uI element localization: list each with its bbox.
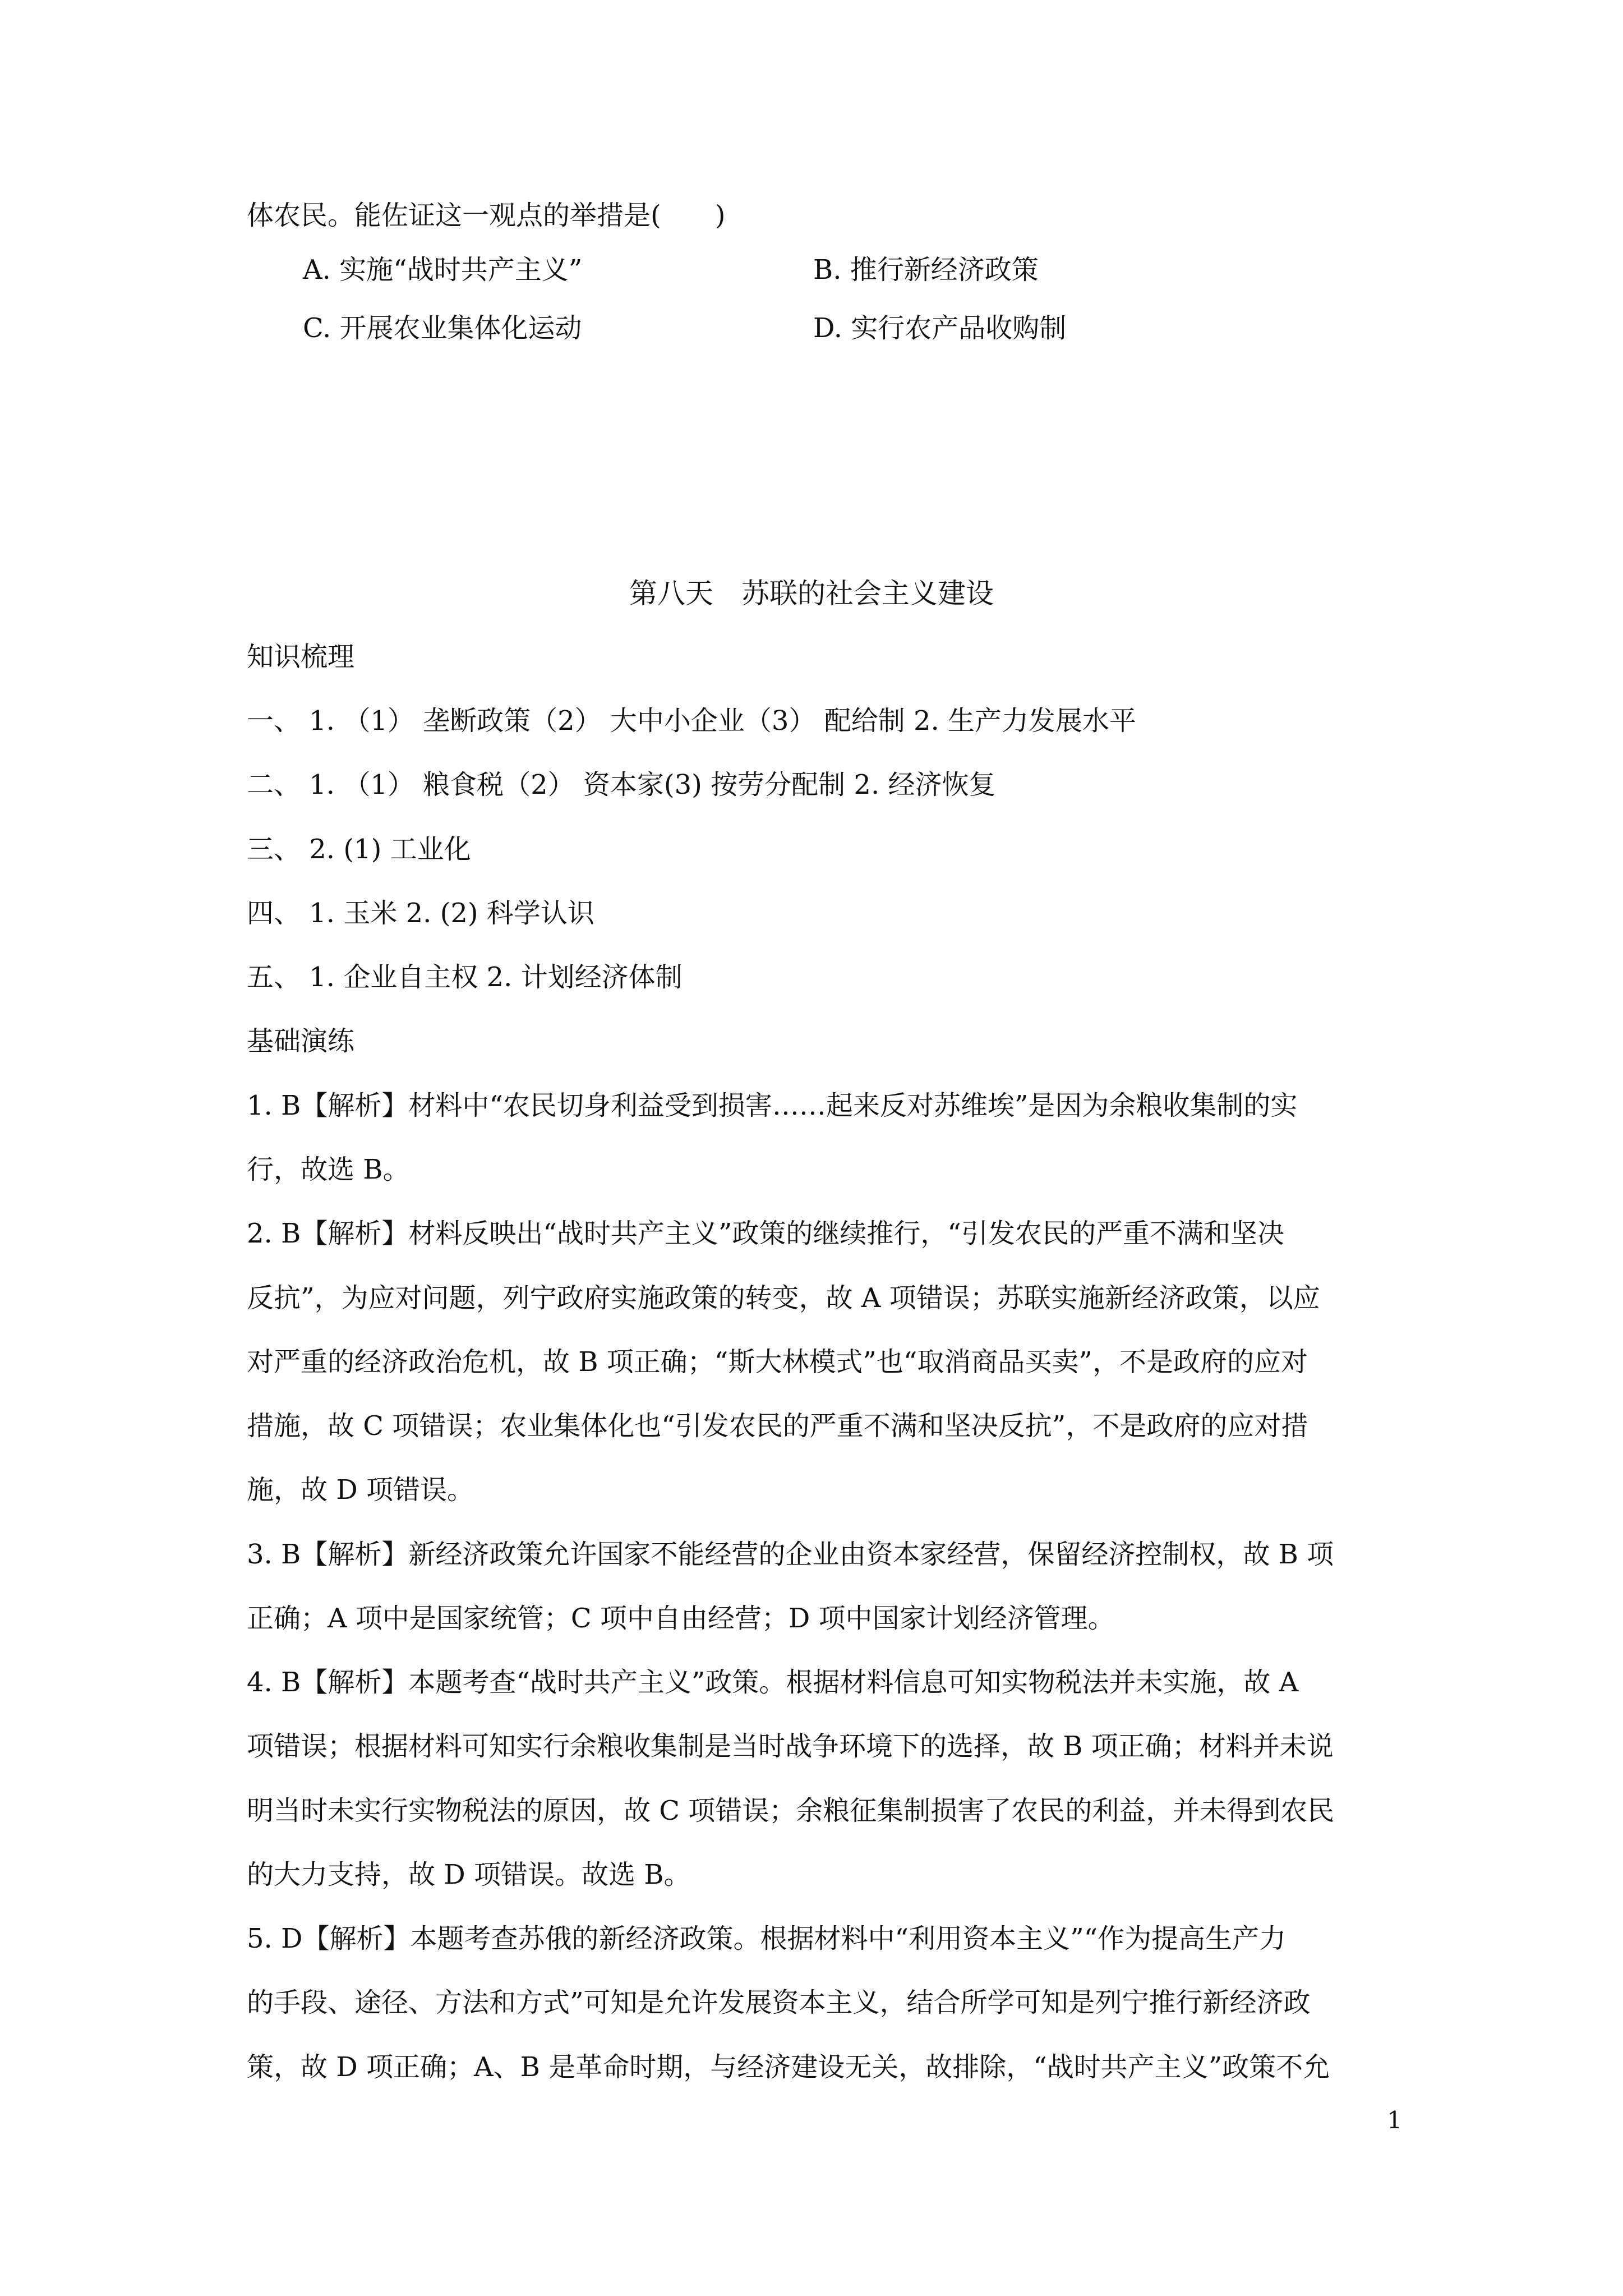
answer-line: 明当时未实行实物税法的原因，故 C 项错误；余粮征集制损害了农民的利益，并未得到农民 (247, 1795, 1335, 1826)
answer-line: 5. D【解析】本题考查苏俄的新经济政策。根据材料中“利用资本主义”“作为提高生产力 (247, 1923, 1287, 1954)
page-number: 1 (1387, 2106, 1402, 2134)
answer-line: 的手段、途径、方法和方式”可知是允许发展资本主义，结合所学可知是列宁推行新经济政 (247, 1987, 1311, 2018)
answer-line: 措施，故 C 项错误；农业集体化也“引发农民的严重不满和坚决反抗”，不是政府的应对措 (247, 1410, 1308, 1442)
option-c: C. 开展农业集体化运动 (303, 312, 582, 344)
answer-line: 4. B【解析】本题考查“战时共产主义”政策。根据材料信息可知实物税法并未实施，故 A (247, 1667, 1299, 1698)
answer-line: 2. B【解析】材料反映出“战时共产主义”政策的继续推行，“引发农民的严重不满和坚决 (247, 1218, 1284, 1249)
answer-line: 行，故选 B。 (247, 1154, 410, 1185)
option-d: D. 实行农产品收购制 (813, 312, 1067, 344)
option-b: B. 推行新经济政策 (813, 254, 1039, 286)
knowledge-line: 二、 1. （1） 粮食税（2） 资本家(3) 按劳分配制 2. 经济恢复 (247, 769, 996, 800)
answer-line: 1. B【解析】材料中“农民切身利益受到损害……起来反对苏维埃”是因为余粮收集制的实 (247, 1090, 1298, 1121)
answer-line: 的大力支持，故 D 项错误。故选 B。 (247, 1859, 691, 1890)
answer-line: 施，故 D 项错误。 (247, 1474, 474, 1506)
answer-line: 反抗”，为应对问题，列宁政府实施政策的转变，故 A 项错误；苏联实施新经济政策，以应 (247, 1282, 1320, 1314)
answer-line: 策，故 D 项正确；A、B 是革命时期，与经济建设无关，故排除，“战时共产主义”政策不允 (247, 2051, 1330, 2083)
knowledge-line: 三、 2. (1) 工业化 (247, 834, 471, 865)
section-title: 第八天 苏联的社会主义建设 (629, 577, 994, 610)
knowledge-line: 五、 1. 企业自主权 2. 计划经济体制 (247, 961, 683, 993)
knowledge-line: 四、 1. 玉米 2. (2) 科学认识 (247, 898, 594, 929)
answer-line: 3. B【解析】新经济政策允许国家不能经营的企业由资本家经营，保留经济控制权，故 B 项 (247, 1539, 1334, 1570)
answer-line: 正确；A 项中是国家统管；C 项中自由经营；D 项中国家计划经济管理。 (247, 1603, 1115, 1634)
knowledge-heading: 知识梳理 (247, 641, 355, 673)
practice-heading: 基础演练 (247, 1025, 355, 1057)
question-stem: 体农民。能佐证这一观点的举措是( ) (247, 200, 726, 231)
answer-line: 对严重的经济政治危机，故 B 项正确；“斯大林模式”也“取消商品买卖”，不是政府的应对 (247, 1346, 1308, 1378)
answer-line: 项错误；根据材料可知实行余粮收集制是当时战争环境下的选择，故 B 项正确；材料并未说 (247, 1731, 1334, 1762)
option-a: A. 实施“战时共产主义” (303, 254, 583, 286)
knowledge-line: 一、 1. （1） 垄断政策（2） 大中小企业（3） 配给制 2. 生产力发展水平 (247, 705, 1137, 737)
